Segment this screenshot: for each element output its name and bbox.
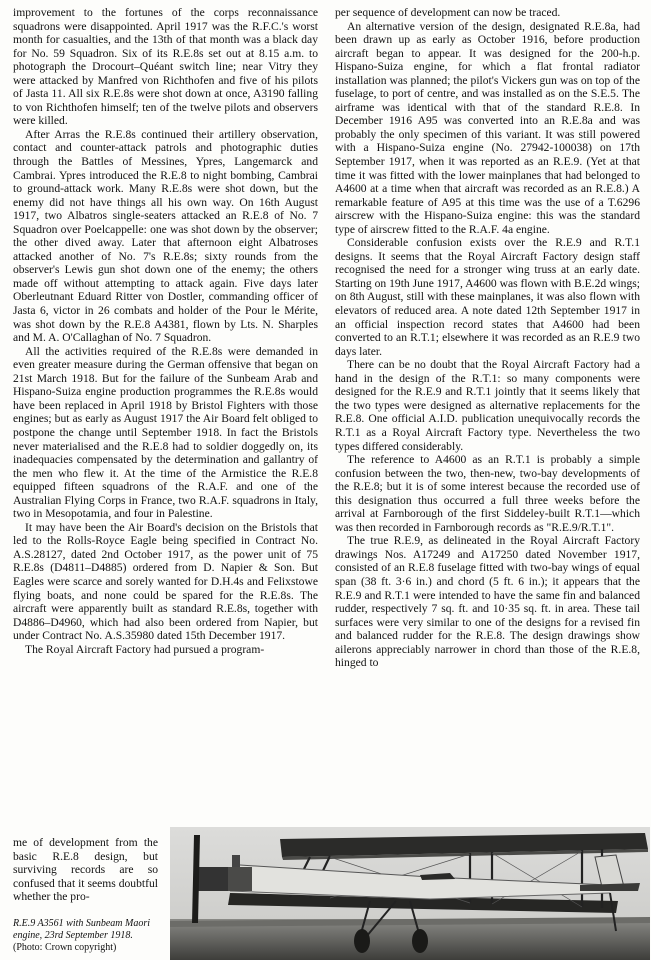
left-column-tail: me of development from the basic R.E.8 design, but surviving records are so confused that it seems doubtful whether the pro- xyxy=(13,836,158,904)
photo-caption xyxy=(13,918,178,954)
photo-credit: (Photo: Crown copyright) xyxy=(13,942,117,953)
right-text-column xyxy=(335,6,640,670)
paragraph: An alternative version of the design, designated R.E.8a, had been drawn up as early as October 1916, before production aircraft began to appear. It was designed for the 200-h.p. Hispano-Suiza engine, for which a flat frontal radiator installation was planned; the pilot's Vickers gun was on top of the fuselage, to port of centre, and was installed as on the S.E.5. The airframe was identical with that of the standard R.E.8. In December 1916 A95 was converted into an R.E.8a and was probably the only specimen of this variant. It was still powered with a Hispano-Suiza engine (No. 27942-100038) on 17th September 1917, when it was reported as an R.E.9. (Yet at that time it was fitted with the lower mainplanes that had belonged to A4600 at a time when that aircraft was recorded as an R.E.8.) A remarkable feature of A95 at this time was the use of a T.6296 airscrew with the Hispano-Suiza engine: this was the standard type of airscrew fitted to the R.A.F. 4a engine. xyxy=(335,19,640,236)
caption-text: R.E.9 A3561 with Sunbeam Maori engine, 23rd September 1918. xyxy=(13,918,151,941)
left-text-column xyxy=(13,6,318,656)
paragraph: There can be no doubt that the Royal Aircraft Factory had a hand in the design of the R.T.1: so many components were designed for the R.E.9 and R.T.1 jointly that it seems likely that the two types were designed as alternative replacements for the R.E.8. One official A.I.D. publication unequivocally records the R.T.1 as a Royal Aircraft Factory type. Nevertheless the two types differed considerably. xyxy=(335,358,640,453)
paragraph: The true R.E.9, as delineated in the Royal Aircraft Factory drawings Nos. A17249 and A17250 dated November 1917, consisted of an R.E.8 fuselage fitted with two-bay wings of equal span (38 ft. 3·6 in.) and chord (5 ft. 6 in.); it appears that the R.E.9 and R.T.1 were intended to have the same fin and balanced rudder, respectively 7 sq. ft. and 10·35 sq. ft. in area. These tail surfaces were very similar to one of the designs for a revised fin and balanced rudder for the R.E.8. The design drawings show ailerons appreciably narrower in chord than those of the R.E.8, hinged to xyxy=(335,534,640,670)
paragraph: per sequence of development can now be traced. xyxy=(335,6,561,19)
paragraph: It may have been the Air Board's decision on the Bristols that led to the Rolls-Royce Eagle being specified in Contract No. A.S.28127, dated 2nd October 1917, as the power unit of 75 R.E.8s (D4811–D4885) ordered from D. Napier & Son. But Eagles were scarce and sorely wanted for D.H.4s and Felixstowe flying boats, and none could be spared for the R.E.8s. The aircraft were apparently built as standard R.E.8s, together with D4886–D4960, which had also been ordered from Napier, but under Contract No. A.S.35980 dated 15th December 1917. xyxy=(13,520,318,643)
aircraft-photo xyxy=(170,827,650,960)
paragraph: The Royal Aircraft Factory had pursued a program- xyxy=(25,642,265,656)
paragraph: Considerable confusion exists over the R.E.9 and R.T.1 designs. It seems that the Royal Aircraft Factory design staff recognised the need for a stronger wing truss at an early date. Starting on 19th June 1917, A4600 was flown with B.E.2d wings; on 8th August, still with these mainplanes, it was also flown with elevators of reduced area. A note dated 12th September 1917 in an official inspection record states that A4600 had been converted to an R.T.1; elsewhere it was recorded as an R.E.9 two days later. xyxy=(335,236,640,358)
paragraph: The reference to A4600 as an R.T.1 is probably a simple confusion between the two, then-new, two-bay developments of the R.E.8; but it is of some interest because the recorded use of this designation thus occurred a full three weeks before the arrival at Farnborough of the first Siddeley-built R.T.1—which was then recorded in Farnborough records as "R.E.9/R.T.1". xyxy=(335,453,640,534)
paragraph: All the activities required of the R.E.8s were demanded in even greater measure during the German offensive that began on 21st March 1918. But for the failure of the Sunbeam Arab and Hispano-Suiza engine production programmes the R.E.8s would have been replaced in April 1918 by Bristol Fighters with those engines; but as early as August 1917 the Air Board felt obliged to postpone the change until September 1918. In fact the Bristols never materialised and the R.E.8 had to soldier doggedly on, its inadequacies compensated by the determination and gallantry of the men who flew it. At the time of the Armistice the R.E.8 equipped fifteen squadrons of the R.A.F. and one of the Australian Flying Corps in France, two R.A.F. squadrons in Italy, two in Mesopotamia, and four in Palestine. xyxy=(13,344,318,521)
paragraph: After Arras the R.E.8s continued their artillery observation, contact and counter-attack patrols and photographic duties through the Battles of Messines, Ypres, Langemarck and Cambrai. Ypres introduced the R.E.8 to night bombing, Cambrai to ground-attack work. Many R.E.8s were shot down, but the enemy did not have things all his own way. On 16th August 1917, two Albatros single-seaters attacked an R.E.8 of No. 7 Squadron over Poelcappelle: one was shot down by the observer; the other dived away. Later that afternoon eight Albatroses attacked another of No. 7's R.E.8s; sixty rounds from the observer's Lewis gun shot down one of the enemy; the others made off without attempting to attack again. Five days later Oberleutnant Eduard Ritter von Dostler, commanding officer of Jasta 6, victor in 26 combats and holder of the Pour le Mérite, was shot down by the R.E.8 A4381, flown by Lts. N. Sharples and M. A. O'Callaghan of No. 7 Squadron. xyxy=(13,127,318,345)
paragraph: improvement to the fortunes of the corps reconnaissance squadrons were disappointed. April 1917 was the R.F.C.'s worst month for casualties, and the 13th of that month was a black day for No. 59 Squadron. Six of its R.E.8s set out at 8.15 a.m. to photograph the Drocourt–Quéant switch line; near Vitry they were attacked by Manfred von Richthofen and five of his pilots of Jasta 11. All six R.E.8s were shot down at once, A3190 falling to von Richthofen himself; ten of the twelve pilots and observers were killed. xyxy=(13,6,318,128)
